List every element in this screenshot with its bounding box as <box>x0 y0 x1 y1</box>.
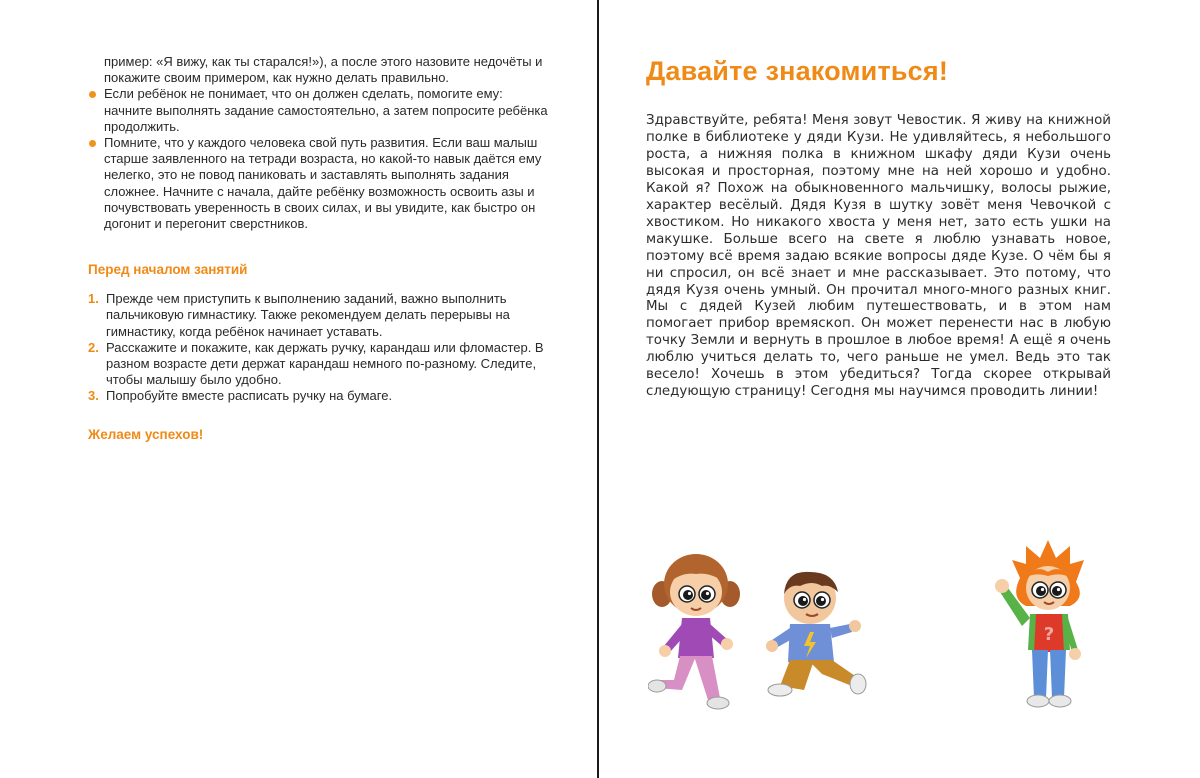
section-heading: Перед началом занятий <box>88 262 248 278</box>
step-text: Прежде чем приступить к выполнению заданий, важно выполнить пальчиковую гимнастику. Также рекомендуем делать перерывы на гимнастику, когда ребёнок начинает уставать. <box>106 291 510 339</box>
page-title: Давайте знакомиться! <box>646 56 949 86</box>
right-page <box>646 56 1111 401</box>
step-number: 2. <box>88 339 99 355</box>
tip-text: Если ребёнок не понимает, что он должен сделать, помогите ему: начните выполнять задание самостоятельно, а затем попросите ребёнка продолжить. <box>104 86 548 134</box>
girl-illustration <box>648 548 744 718</box>
list-item <box>88 388 552 404</box>
closing-wish: Желаем успехов! <box>88 426 204 442</box>
bullet-icon <box>89 91 96 98</box>
tips-list <box>88 86 552 232</box>
step-number: 3. <box>88 388 99 404</box>
bullet-icon <box>89 140 96 147</box>
step-number: 1. <box>88 291 99 307</box>
steps-list <box>88 291 552 404</box>
step-text: Попробуйте вместе расписать ручку на бумаге. <box>106 388 393 404</box>
list-item <box>88 340 552 389</box>
page-gutter <box>597 0 599 778</box>
list-item <box>88 135 552 232</box>
shirt-symbol: ? <box>1043 624 1055 645</box>
story-text: Здравствуйте, ребята! Меня зовут Чевостик. Я живу на книжной полке в библиотеке у дяди Кузи. Не удивляйтесь, я небольшого роста, а нижняя полка в книжном шкафу дяди Кузи очень высокая и просторная, поэтому мне на ней хорошо и удобно. Какой я? Похож на обыкновенного мальчишку, волосы рыжие, характер весёлый. Дядя Кузя в шутку зовёт меня Чевочкой с хвостиком. Но никакого хвоста у меня нет, зато есть ушки на макушке. Больше всего на свете я люблю узнавать новое, поэтому всё время задаю всякие вопросы дяде Кузе. О чём бы я ни спросил, он всё знает и мне рассказывает. Это потому, что дядя Кузя очень умный. Он прочитал много-много разных книг. Мы с дядей Кузей любим путешествовать, и в этом нам помогает прибор времяскоп. Он может перенести нас в любую точку Земли и вернуть в прошлое в любое время! А ещё я очень люблю учиться делать то, чего раньше не умел. Ведь это так весело! Хочешь в этом убедиться? Тогда скорее открывай следующую страницу! Сегодня мы научимся проводить линии! <box>646 113 1111 400</box>
tip-text: Помните, что у каждого человека свой путь развития. Если ваш малыш старше заявленного на тетради возраста, но какой-то навык даётся ему нелегко, это не повод паниковать и заставлять выполнять задания сложнее. Начните с начала, дайте ребёнку возможность освоить азы и почувствовать уверенность в своих силах, и вы увидите, как быстро он догонит и перегонит сверстников. <box>104 135 542 232</box>
chevostik-illustration <box>986 538 1106 710</box>
step-text: Расскажите и покажите, как держать ручку, карандаш или фломастер. В разном возрасте дети держат карандаш немного по-разному. Следите, чтобы малышу было удобно. <box>106 339 544 388</box>
list-item <box>88 86 552 135</box>
list-item <box>88 291 552 340</box>
intro-continuation: пример: «Я вижу, как ты старался!»), а после этого назовите недочёты и покажите своим примером, как нужно делать правильно. <box>104 54 543 86</box>
left-page <box>88 54 552 442</box>
boy-illustration <box>760 566 868 716</box>
